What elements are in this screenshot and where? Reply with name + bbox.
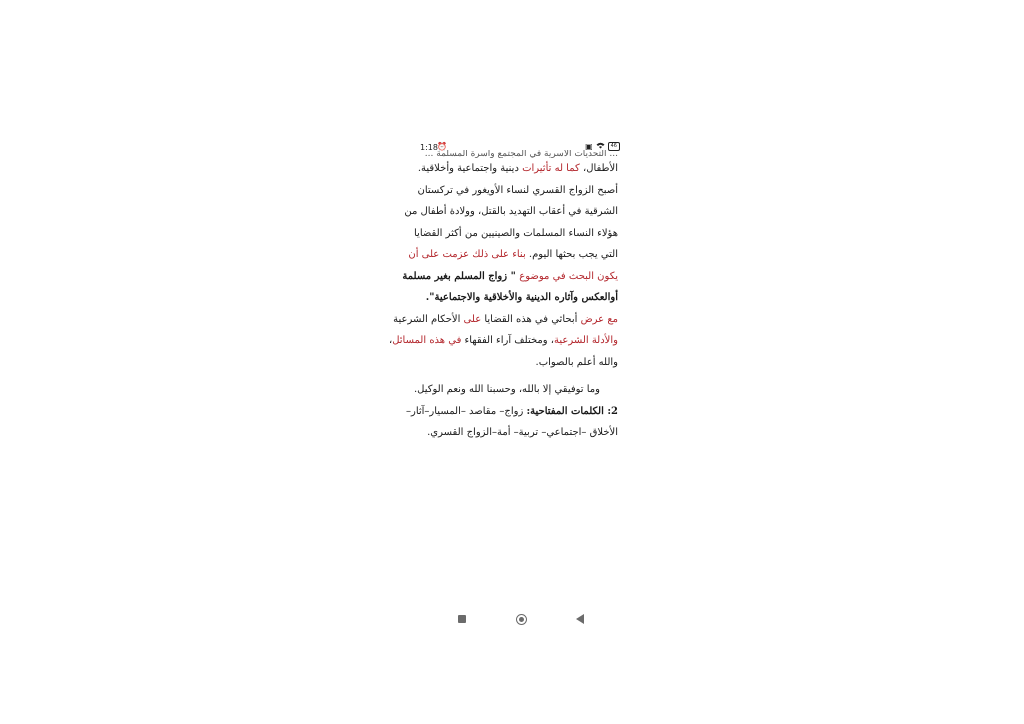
battery-icon: 46 [608,142,620,151]
document-line [402,266,618,288]
document-page[interactable] [388,150,618,444]
text-segment: ، [388,335,393,346]
text-segment: الأطفال، [579,163,618,174]
text-segment: أبحاثي في هذه القضايا [481,313,581,325]
phone-screen [388,140,624,630]
navigation-bar [458,610,584,628]
document-line [422,352,618,374]
document-line [388,330,618,352]
document-line [404,201,618,223]
text-segment: والله أعلم بالصواب. [535,356,618,368]
text-segment: يكون البحث في موضوع [519,270,618,282]
home-circle-icon[interactable] [516,614,527,625]
text-segment: التي يجب بحثها اليوم. [525,249,618,260]
text-segment: هؤلاء النساء المسلمات والصينيين من أكثر القضايا [414,227,618,239]
text-segment: أوالعكس وآثاره الدينية والأخلاقية والاجتماعية". [425,292,618,303]
document-body [388,158,618,373]
text-segment: دينية واجتماعية وأخلاقية. [417,163,523,174]
keywords-line-2: الأخلاق –اجتماعي– تربية– أمة–الزواج القسري. [427,427,618,438]
cut-off-line: ... التحديات الأسرية في المجتمع وأسرة المسلمة ... [424,150,618,158]
text-segment: مع عرض [580,313,618,325]
text-segment: أصبح الزواج القسري لنساء الأويغور في تركستان [417,184,618,196]
document-line [422,287,618,309]
keywords-label: 2: الكلمات المفتاحية: [526,405,618,417]
document-line [408,244,618,266]
document-line [417,180,618,202]
text-segment: " زواج المسلم بغير مسلمة [402,270,520,282]
back-triangle-icon[interactable] [576,614,584,624]
document-line [417,158,618,180]
text-segment: في هذه المسائل [392,335,462,346]
closing-line: وما توفيقي إلا بالله، وحسبنا الله ونعم الوكيل. [413,384,600,395]
text-segment: بناء على ذلك عزمت على أن [408,249,526,260]
document-line [414,223,618,245]
keywords-text: زواج– مقاصد –المسيار–آثار– [405,405,527,417]
text-segment: الأحكام الشرعية [393,313,464,325]
status-time: 1:18 [420,143,438,152]
text-segment: على [463,313,482,325]
keywords-line [405,401,618,423]
text-segment: ، ومختلف آراء الفقهاء [461,335,555,346]
recents-square-icon[interactable] [458,615,466,623]
text-segment: والأدلة الشرعية [554,335,618,346]
document-line [393,309,618,331]
screen-record-icon: ▣ [585,142,593,151]
text-segment: كما له تأثيرات [522,163,580,174]
text-segment: الشرقية في أعقاب التهديد بالقتل، وولادة أطفال من [404,206,618,217]
alarm-off-icon: ⏰ [437,142,447,151]
